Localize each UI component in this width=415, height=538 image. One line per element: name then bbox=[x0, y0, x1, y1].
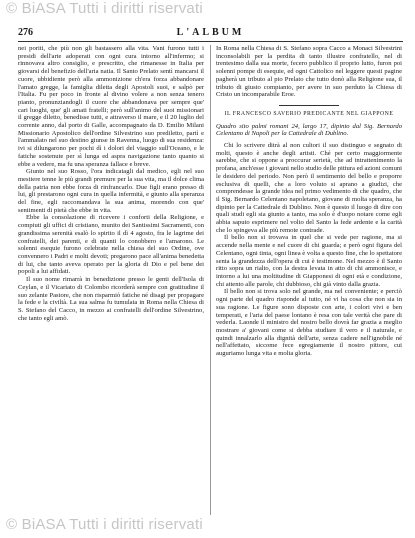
watermark-bottom: © BiASA Tutti i diritti riservati bbox=[6, 516, 203, 533]
right-paragraph: In Roma nella Chiesa di S. Stefano sopra Cacco a Monaci Silvestrini inconsolabili per la perdita di tanto illustre confratello, nel di trentesimo dalla sua morte, fecero pubblico il proprio lutto, furon poi solenni pompe di esequie, ed ogni Cattolico nel leggere questi pagine pagherà un tributo al pio Prelato che tutto donò alla Religione sua, il tributo di giusto compianto, per avere in suo perduto la Chiesa di Cristo un incomparabile Eroe. bbox=[216, 45, 402, 99]
left-paragraph: nei poriti, che più non gli bastassero alla vita. Vani furono tutti i presidi dell'arte adoperati con ogni cura intorno all'infermo; si rinnovava altro consiglio, e prescritto, che rimanesse in Italia per giovarsi del benefizio dell'aria natia. Il Santo Prelato sentì mancarsi il cuore, ubbidiente però alla ammonizione ch'era forza abbandonare l'amato gregge, la famiglia diletta degli Apostoli suoi, e salpò per l'Italia. Fu per poco in fronte al divino volere a non senza tenero pianto, pronunziandogli il cuore che abbandonava per sempre que' cari luoghi, que' gli amati fratelli; però sull'animo del suoi missionari il gregge diletto, benedisse tutti, e attraverso il mare, e il 20 luglio del corrente anno, dal porto di Galle, accompagnato da D. Emilio Milani Missionario Apostolico dell'ordine Silvestrino suo prediletto, partì e l'ammalato nel suo destino giunse in Ravenna, luogo di sua residenza: ivi si dilungarono per pochi dì i dolori del viaggio sull'Oceano, e le fatiche sostenute per sì lunga ed aspra navigazione tanto quanto si ebbe a vedere, ma fu una speranza fallace e breve. bbox=[18, 45, 204, 168]
article-heading: IL FRANCESCO SAVERIO PREDICANTE NEL GIAPPONE bbox=[224, 110, 394, 117]
right-paragraph: Chi lo scrivere ditrà al non cultori il suo distinguo e segnato di molti, questo è anche degli artisti. Ché per certo maggiormente sarebbe, che si oppone a proccurar serietà, che ad intrattenimento la profana, anch'esse i giovani nello studio delle pittura ed azioni comuni le desidero del periodo. Non però il sentimento del bello e proporre esclusiva di quelli, che a loro voluto si aprano a giudizi, che comprendesse la grande idea nel primo vedimento di che quadro, che il Sig. Bernardo Celentano napoletano, giovane di molta speranza, ha dipinto per la Cattedrale di Dublino. Non è questo il luogo di dire con quali studi egli sia giunto a tanto, ma solo è d'uopo notare come egli abbia saputo esprimere nel volto del Santo la fede ardente e la carità che lo spingeva alle più remote contrade. bbox=[216, 142, 402, 234]
left-paragraph: Ebbe la consolazione di ricevere i conforti della Religione, e compiuti gli uffici di cristiano, munito dei Santissimi Sacramenti, con grandissima serenità esalò lo spirito il dì 4 agosto, fra le lagrime dei confratelli, dei parenti, e di quanti lo conobbero e l'amarono. Le solenni esequie furono celebrate nella chiesa del suo Ordine, ove convennero i Padri e molti devoti; pregarono pace all'anima benedetta di lui, che tanto aveva operato per la gloria di Dio e pel bene dei popoli a lui affidati. bbox=[18, 214, 204, 276]
header-rule bbox=[18, 41, 403, 42]
journal-title: L'ALBUM bbox=[176, 27, 245, 38]
page-number: 276 bbox=[18, 27, 33, 38]
column-divider bbox=[210, 45, 211, 515]
article-intro: Quadro sito palmi romani 24, largo 17, dipinto dal Sig. Bernardo Celentano di Napoli per la Cattedrale di Dublino. bbox=[216, 122, 402, 138]
right-column bbox=[216, 45, 402, 514]
watermark-top: © BiASA Tutti i diritti riservati bbox=[6, 0, 203, 17]
section-separator bbox=[279, 105, 339, 106]
left-column bbox=[18, 45, 204, 514]
left-paragraph: Il suo nome rimarrà in benedizione presso le genti dell'Isola di Ceylan, e il Vicariato di Colombo ricorderà sempre con gratitudine il suo zelante Pastore, che non risparmiò fatiche né disagi per propagare la fede e la civiltà. La sua salma fu tumulata in Roma nella Chiesa di S. Stefano del Cacco, in mezzo ai confratelli dell'ordine Silvestrino, che tanto egli amò. bbox=[18, 276, 204, 322]
right-paragraph: Il bello non si trova solo nel grande, ma nel conveniente; e perciò ogni parte del quadro risponde al tutto, né vi ha cosa che non sia in sua ragione. Le figure sono disposte con arte, i colori vivi e ben temperati, e l'aria del paese lontano è resa con tale verità che pare di vederla. Laonde il ministro del nostro bello dovrà far grazia a meglio mostrare a' giovani come si debba studiare il vero e il naturale, e quindi innalzarlo alla dignità dell'arte, senza cadere nell'ignobile né nell'affettato, siccome fece egregiamente il nostro pittore, cui auguriamo lunga vita e molta gloria. bbox=[216, 288, 402, 358]
right-paragraph: Il bello non si trovava in quel che si vede per ragione, ma si accende nella mente e nel cuore di chi guarda; e però ogni figura del Celentano, ogni tinta, ogni linea è volta a questo fine, che lo spettatore senta la grandezza dell'opera di cui è testimone. Nel mezzo è il Santo ritto sopra un rialto, con la destra levata in atto di chi ammonisce, e intorno a lui una moltitudine di Giapponesi di ogni età e condizione, chi attento alle parole, chi dubbioso, chi già vinto dalla grazia. bbox=[216, 234, 402, 288]
left-paragraph: Giunto nel suo Rosso, l'ora indicatagli dal medico, egli nel suo mestiere tenne le più grandi premure per la sua vita, ma il dolce clima della patria non ebbe forza di rinfrancarlo. Due figli erano presso di lui, gli prestarono ogni cura in quella infermità, e giunto alla speranza del fine, egli raccomandava la sua anima, morendo con que' sentimenti di pietà che ebbe in vita. bbox=[18, 168, 204, 214]
